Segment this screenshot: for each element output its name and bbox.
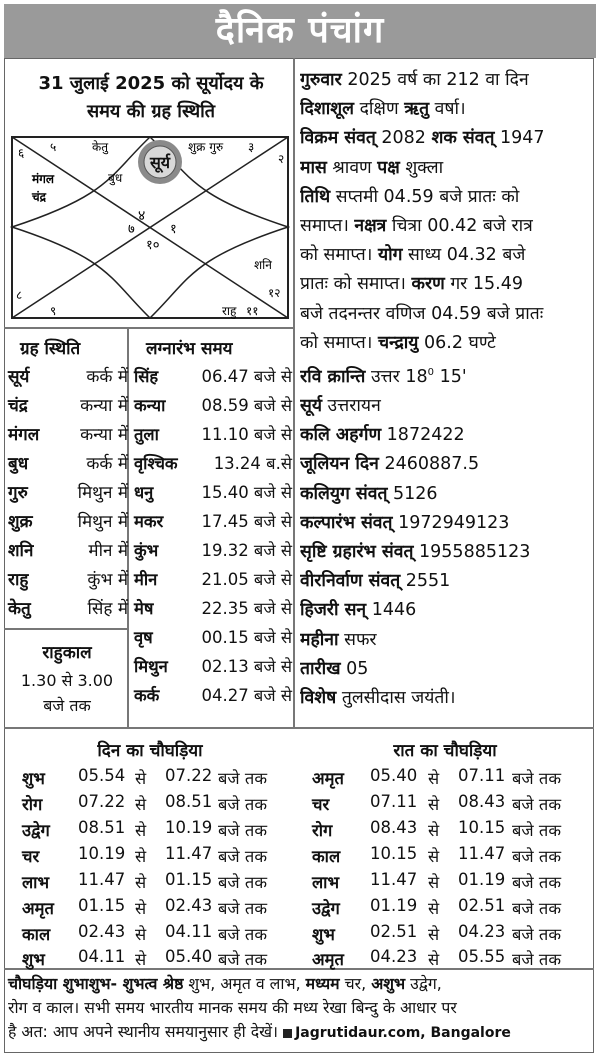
rahukal-line1: 1.30 से 3.00 [20,671,114,690]
footer-line2: रोग व काल। सभी समय भारतीय मानक समय की मध्य रेखा बिन्दु के आधार पर [8,998,457,1017]
house-5: ५ [50,140,57,154]
kundli-title [10,70,292,126]
detail-row: समाप्त। नक्षत्र चित्रा 00.42 बजे रात्र [300,216,533,237]
night-choghadiya-title: रात का चौघड़िया [393,741,497,761]
footer-line1: चौघड़िया शुभाशुभ- शुभत्व श्रेष्ठ शुभ, अमृत व लाभ, मध्यम चर, अशुभ उद्वेग, [8,974,442,993]
planet-shani: शनि [254,258,272,272]
planet-budh: बुध [108,171,123,185]
house-10: १० [146,238,160,253]
choghadiya-row: लाभ 11.47 से 01.15 बजे तक [22,870,267,892]
planet-chandra: चंद्र [32,190,46,204]
planet-ketu: केतु [92,140,109,154]
divider [4,327,294,329]
divider [293,58,295,728]
choghadiya-row: शुभ 04.11 से 05.40 बजे तक [22,947,267,969]
panchang-page: दैनिक पंचांग 31 जुलाई 2025 को सूर्योदय के समय की ग्रह स्थिति सूर्य ४ ७ १ १० ५ ६ ३ २ ८ ९ ११ १२ केतु शुक्र गुरु मंगल चंद्र बुध शनि राहु गुरुवार 2025 वर्ष का 212 वा दिन दिशाशूल दक्षिण ऋतु वर्षा। विक्रम संवत् 2082 शक संवत् 1947 मास श्रावण पक्ष शुक्ला तिथि सप्तमी 04.59 बजे प्रातः को समाप्त। नक्षत्र चित्रा 00.42 बजे रात्र को समाप्त। योग साध्य 04.32 बजे प्रातः को समाप्त। करण गर 15.49 बजे तदनन्तर वणिज 04.59 बजे प्रातः को समाप्त। चन्द्रायु 06.2 घण्टे रवि क्रान्ति उत्तर $18^0$ 15' सूर्य उत्तरायन कलि अहर्गण 1872422 जूलियन दिन 2460887.5 कलियुग संवत् 5126 कल्पारंभ संवत् 1972949123 सृष्टि ग्रहारंभ संवत् 1955885123 वीरनिर्वाण संवत् 2551 हिजरी सन् 1446 महीना सफर तारीख 05 विशेष तुलसीदास जयंती। ग्रह स्थिति लग्नारंभ समय सूर्य कर्क में चंद्र कन्या में मंगल कन्या में बुध कर्क में गुरु मिथुन में शुक्र मिथुन में शनि मीन में राहु कुंभ में केतु सिंह में सिंह 06.47 बजे से कन्या 08.59 बजे से तुला 11.10 बजे से वृश्चिक 13.24 ब.से धनु 15.40 बजे से मकर 17.45 बजे से कुंभ 19.32 बजे से मीन 21.05 बजे से मेष 22.35 बजे से वृष 00.15 बजे से मिथुन 02.13 बजे से कर्क 04.27 बजे से राहुकाल 1.30 से 3.00 बजे तक दिन का चौघड़िया रात का चौघड़िया शुभ 05.54 से 07.22 बजे तक रोग 07.22 से 08.51 बजे तक उद्वेग 08.51 से 10.19 बजे तक चर 10.19 से 11.47 बजे तक लाभ 11.47 से 01.15 बजे तक अमृत 01.15 से 02.43 बजे तक काल 02.43 से 04.11 बजे तक शुभ 04.11 से 05.40 बजे तक अमृत 05.40 से 07.11 बजे तक चर 07.11 से 08.43 बजे तक रोग 08.43 से 10.15 बजे तक काल 10.15 से 11.47 बजे तक लाभ 11.47 से 01.19 बजे तक उद्वेग 01.19 से 02.51 बजे तक शुभ 02.51 से 04.23 बजे तक अमृत 04.23 से 05.55 बजे तक चौघड़िया शुभाशुभ- शुभत्व श्रेष्ठ शुभ, अमृत व लाभ, मध्यम चर, अशुभ उद्वेग, रोग व काल। सभी समय भारतीय मानक समय की मध्य रेखा बिन्दु के आधार पर है अत: आप अपने स्थानीय समयानुसार ही देखें। Jagrutidaur.com, Bangalore [0,0,600,1057]
sun-emblem [138,140,182,184]
choghadiya-row: चर 10.19 से 11.47 बजे तक [22,844,267,866]
house-1: १ [170,222,177,237]
detail-row: गुरुवार 2025 वर्ष का 212 वा दिन [300,70,529,90]
footer-line3: है अत: आप अपने स्थानीय समयानुसार ही देखें। Jagrutidaur.com, Bangalore [8,1022,511,1041]
detail-row: विक्रम संवत् 2082 शक संवत् 1947 [300,128,545,149]
choghadiya-row: अमृत 05.40 से 07.11 बजे तक [312,766,561,788]
detail-row: तारीख 05 [300,658,369,679]
house-2: २ [278,152,285,166]
house-12: १२ [268,286,281,300]
day-choghadiya-title: दिन का चौघड़िया [97,741,203,761]
graha-heading: ग्रह स्थिति [20,339,81,359]
planet-shukra-guru: शुक्र गुरु [188,140,224,154]
panchang-details [300,66,592,713]
house-11: ११ [246,304,259,318]
detail-row: सूर्य उत्तरायन [300,396,381,417]
detail-row: कलियुग संवत् 5126 [300,483,438,504]
choghadiya-row: शुभ 05.54 से 07.22 बजे तक [22,766,267,788]
house-4: ४ [138,208,146,224]
detail-row: जूलियन दिन 2460887.5 [300,454,480,475]
planet-mangal: मंगल [32,172,55,186]
page-title: दैनिक पंचांग [4,4,596,58]
choghadiya-row: काल 10.15 से 11.47 बजे तक [312,844,561,866]
choghadiya-row: उद्वेग 01.19 से 02.51 बजे तक [312,896,561,918]
detail-row: वीरनिर्वाण संवत् 2551 [300,571,451,592]
detail-row: तिथि सप्तमी 04.59 बजे प्रातः को [300,186,520,207]
square-icon [283,1029,292,1038]
house-7: ७ [128,222,135,237]
detail-row: दिशाशूल दक्षिण ऋतु वर्षा। [300,99,466,120]
detail-row: कल्पारंभ संवत् 1972949123 [300,512,510,533]
detail-row: हिजरी सन् 1446 [300,600,417,621]
choghadiya-row: शुभ 02.51 से 04.23 बजे तक [312,922,561,944]
kundli-title-line2: समय की ग्रह स्थिति [86,101,216,122]
choghadiya-row: रोग 08.43 से 10.15 बजे तक [312,818,561,840]
credit: Jagrutidaur.com, Bangalore [283,1025,511,1041]
choghadiya-row: काल 02.43 से 04.11 बजे तक [22,922,267,944]
detail-row: बजे तदनन्तर वणिज 04.59 बजे प्रातः [300,303,544,324]
footer-note [8,972,594,1045]
lagna-heading: लग्नारंभ समय [146,339,233,359]
kundli-title-line1: 31 जुलाई 2025 को सूर्योदय के [38,73,264,94]
detail-row: कलि अहर्गण 1872422 [300,425,465,446]
house-8: ८ [16,288,23,302]
choghadiya-row: अमृत 04.23 से 05.55 बजे तक [312,947,561,969]
house-9: ९ [50,304,57,318]
rahukal-value [8,668,126,718]
detail-row: सृष्टि ग्रहारंभ संवत् 1955885123 [300,542,531,563]
detail-row: रवि क्रान्ति उत्तर $18^0$ 15' [300,366,467,387]
kundli-chart [10,135,290,320]
detail-row: मास श्रावण पक्ष शुक्ला [300,157,444,178]
detail-row: को समाप्त। चन्द्रायु 06.2 घण्टे [300,332,496,353]
choghadiya-row: उद्वेग 08.51 से 10.19 बजे तक [22,818,267,840]
divider [4,727,594,729]
rahukal-title: राहुकाल [42,643,92,663]
choghadiya-row: अमृत 01.15 से 02.43 बजे तक [22,896,267,918]
choghadiya-row: लाभ 11.47 से 01.19 बजे तक [312,870,561,892]
choghadiya-row: रोग 07.22 से 08.51 बजे तक [22,792,267,814]
house-6: ६ [18,146,25,160]
house-3: ३ [248,140,255,154]
divider [4,628,128,630]
detail-row: विशेष तुलसीदास जयंती। [300,688,456,709]
detail-row: प्रातः को समाप्त। करण गर 15.49 [300,274,523,295]
planet-rahu: राहु [222,304,237,318]
rahukal-line2: बजे तक [43,696,91,715]
detail-row: महीना सफर [300,629,377,650]
detail-row: को समाप्त। योग साध्य 04.32 बजे [300,245,526,266]
choghadiya-row: चर 07.11 से 08.43 बजे तक [312,792,561,814]
planet-sun: सूर्य [149,153,171,172]
